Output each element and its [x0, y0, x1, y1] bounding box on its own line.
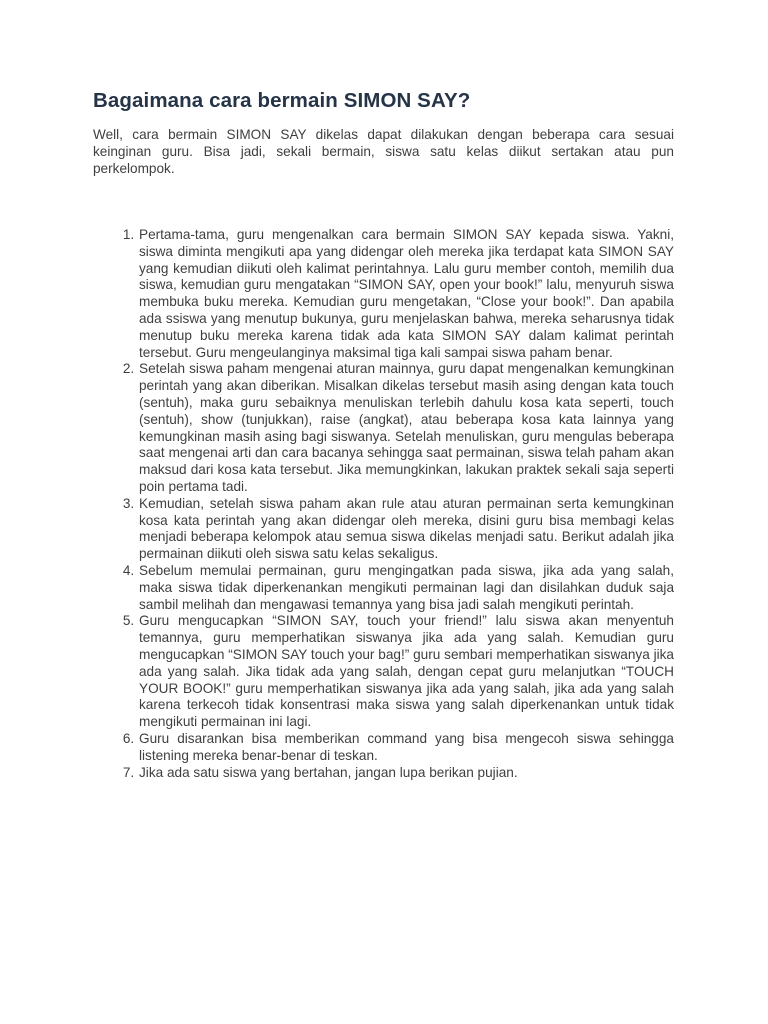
list-item: 1. Pertama-tama, guru mengenalkan cara bermain SIMON SAY kepada siswa. Yakni, siswa diminta mengikuti apa yang didengar oleh mereka jika terdapat kata SIMON SAY yang kemudian diikuti oleh kalimat perintahnya. Lalu guru member contoh, memilih dua siswa, kemudian guru mengatakan “SIMON SAY, open your book!” lalu, menyuruh siswa membuka buku mereka. Kemudian guru mengetakan, “Close your book!”. Dan apabila ada ssiswa yang menutup bukunya, guru menjelaskan bahwa, mereka seharusnya tidak menutup buku mereka karena tidak ada kata SIMON SAY dalam kalimat perintah tersebut. Guru mengeulanginya maksimal tiga kali sampai siswa paham benar.: [138, 227, 674, 361]
list-item: 2. Setelah siswa paham mengenai aturan mainnya, guru dapat mengenalkan kemungkinan perintah yang akan diberikan. Misalkan dikelas tersebut masih asing dengan kata touch (sentuh), maka guru sebaiknya menuliskan terlebih dahulu kosa kata seperti, touch (sentuh), show (tunjukkan), raise (angkat), atau beberapa kosa kata lainnya yang kemungkinan masih asing bagi siswanya. Setelah menuliskan, guru mengulas beberapa saat mengenai arti dan cara bacanya sehingga saat permainan, siswa telah paham akan maksud dari kosa kata tersebut. Jika memungkinkan, lakukan praktek sekali saja seperti poin pertama tadi.: [138, 361, 674, 495]
list-item: 6. Guru disarankan bisa memberikan command yang bisa mengecoh siswa sehingga listening mereka benar-benar di teskan.: [138, 731, 674, 765]
list-item: 4. Sebelum memulai permainan, guru mengingatkan pada siswa, jika ada yang salah, maka siswa tidak diperkenankan mengikuti permainan lagi dan disilahkan duduk saja sambil melihah dan mengawasi temannya yang bisa jadi salah mengikuti perintah.: [138, 563, 674, 613]
steps-list: [93, 227, 674, 781]
intro-paragraph: Well, cara bermain SIMON SAY dikelas dapat dilakukan dengan beberapa cara sesuai keinginan guru. Bisa jadi, sekali bermain, siswa satu kelas diikut sertakan atau pun perkelompok.: [93, 127, 674, 176]
page-title: Bagaimana cara bermain SIMON SAY?: [93, 89, 471, 112]
list-item: 3. Kemudian, setelah siswa paham akan rule atau aturan permainan serta kemungkinan kosa kata perintah yang akan didengar oleh mereka, disini guru bisa membagi kelas menjadi beberapa kelompok atau semua siswa dikelas menjadi satu. Berikut adalah jika permainan diikuti oleh siswa satu kelas sekaligus.: [138, 496, 674, 563]
list-item: 5. Guru mengucapkan “SIMON SAY, touch your friend!” lalu siswa akan menyentuh temannya, guru memperhatikan siswanya jika ada yang salah. Kemudian guru mengucapkan “SIMON SAY touch your bag!” guru sembari memperhatikan siswanya jika ada yang salah. Jika tidak ada yang salah, dengan cepat guru melanjutkan “TOUCH YOUR BOOK!” guru memperhatikan siswanya jika ada yang salah, jika ada yang salah karena terkecoh tidak konsentrasi maka siswa yang salah diperkenankan untuk tidak mengikuti permainan ini lagi.: [138, 613, 674, 731]
list-item: 7. Jika ada satu siswa yang bertahan, jangan lupa berikan pujian.: [138, 765, 674, 782]
